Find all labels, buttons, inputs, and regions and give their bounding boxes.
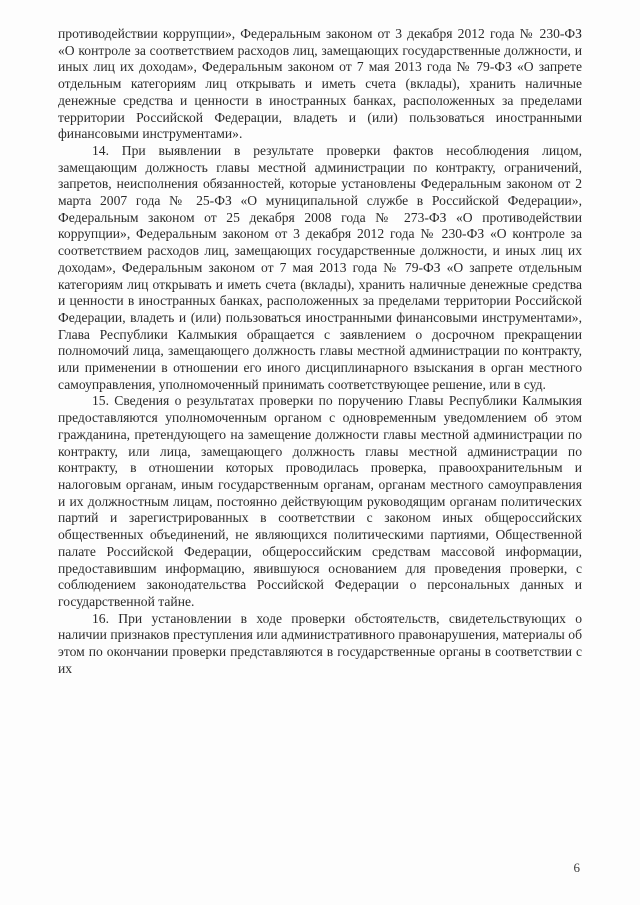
paragraph-16: 16. При установлении в ходе проверки обстоятельств, свидетельствующих о наличии признаков преступления или административного правонарушения, материалы об этом по окончании проверки представляются в государственные органы в соответствии с их (58, 610, 582, 676)
paragraph-14: 14. При выявлении в результате проверки фактов несоблюдения лицом, замещающим должность главы местной администрации по контракту, ограничений, запретов, неисполнения обязанностей, которые установлены Федеральным законом от 2 марта 2007 года № 25-ФЗ «О муниципальной службе в Российской Федерации», Федеральным законом от 25 декабря 2008 года № 273-ФЗ «О противодействии коррупции», Федеральным законом от 3 декабря 2012 года № 230-ФЗ «О контроле за соответствием расходов лиц, замещающих государственные должности, и иных лиц их доходам», Федеральным законом от 7 мая 2013 года № 79-ФЗ «О запрете отдельным категориям лиц открывать и иметь счета (вклады), хранить наличные денежные средства и ценности в иностранных банках, расположенных за пределами территории Российской Федерации, владеть и (или) пользоваться иностранными финансовыми инструментами», Глава Республики Калмыкия обращается с заявлением о досрочном прекращении полномочий лица, замещающего должность главы местной администрации по контракту, или применении в отношении его иного дисциплинарного взыскания в орган местного самоуправления, уполномоченный принимать соответствующее решение, или в суд. (58, 142, 582, 392)
paragraph-15: 15. Сведения о результатах проверки по поручению Главы Республики Калмыкия предоставляются уполномоченным органом с одновременным уведомлением об этом гражданина, претендующего на замещение должности главы местной администрации по контракту, или лица, замещающего должность главы местной администрации по контракту, в отношении которых проводилась проверка, правоохранительным и налоговым органам, иным государственным органам, органам местного самоуправления и их должностным лицам, постоянно действующим руководящим органам политических партий и зарегистрированных в соответствии с законом иных общероссийских общественных объединений, не являющихся политическими партиями, Общественной палате Российской Федерации, общероссийским средствам массовой информации, предоставившим информацию, явившуюся основанием для проведения проверки, с соблюдением законодательства Российской Федерации о персональных данных и государственной тайне. (58, 393, 582, 609)
document-body (58, 26, 582, 677)
page-number: 6 (573, 860, 580, 875)
paragraph-continuation: противодействии коррупции», Федеральным законом от 3 декабря 2012 года № 230-ФЗ «О контроле за соответствием расходов лиц, замещающих государственные должности, и иных лиц их доходам», Федеральным законом от 7 мая 2013 года № 79-ФЗ «О запрете отдельным категориям лиц открывать и иметь счета (вклады), хранить наличные денежные средства и ценности в иностранных банках, расположенных за пределами территории Российской Федерации, владеть и (или) пользоваться иностранными финансовыми инструментами». (58, 26, 582, 142)
